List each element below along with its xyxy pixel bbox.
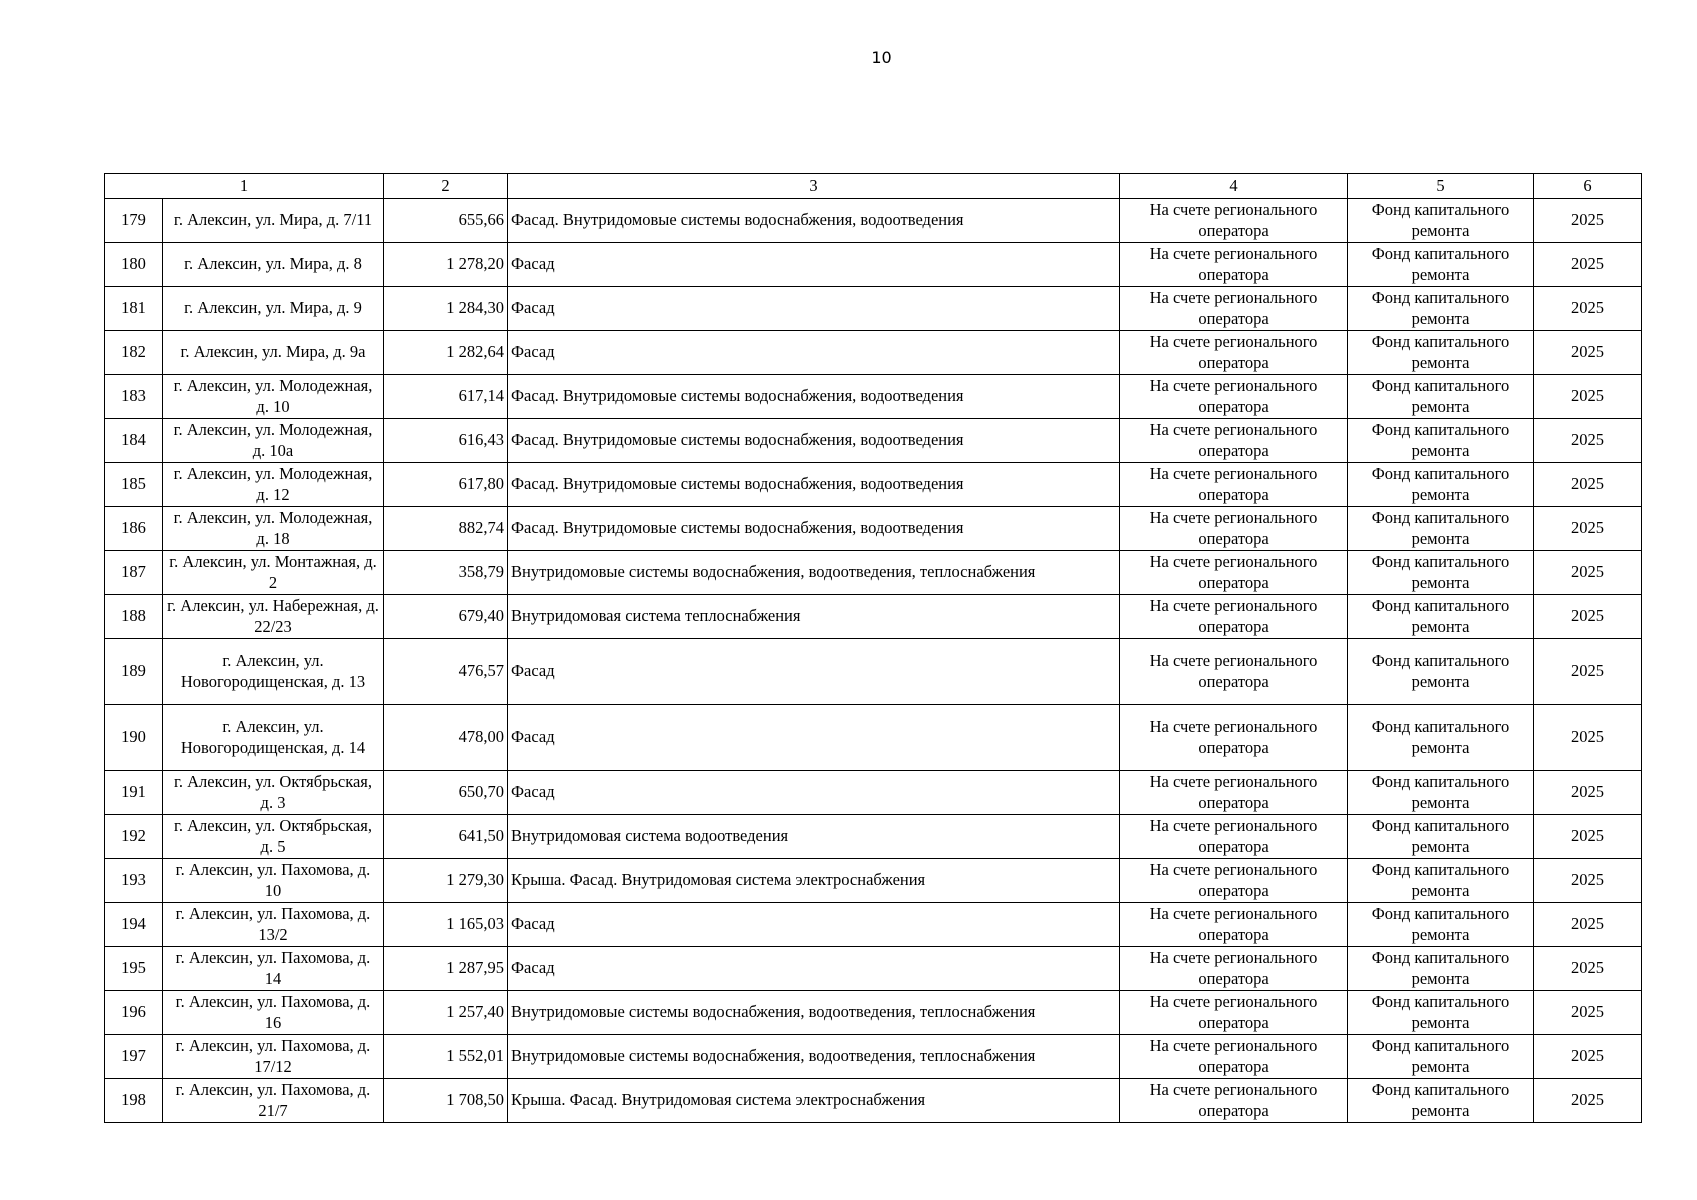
table-row	[105, 947, 1642, 991]
year-cell: 2025	[1534, 1035, 1642, 1079]
year-cell: 2025	[1534, 375, 1642, 419]
table-row	[105, 287, 1642, 331]
year-cell: 2025	[1534, 199, 1642, 243]
row-number-cell: 194	[105, 903, 163, 947]
row-number-cell: 181	[105, 287, 163, 331]
year-cell: 2025	[1534, 815, 1642, 859]
funding-source-cell: Фонд капитального ремонта	[1348, 243, 1534, 287]
year-cell: 2025	[1534, 243, 1642, 287]
address-cell: г. Алексин, ул. Мира, д. 8	[163, 243, 384, 287]
row-number-cell: 187	[105, 551, 163, 595]
funding-source-cell: Фонд капитального ремонта	[1348, 1079, 1534, 1123]
funding-source-cell: Фонд капитального ремонта	[1348, 903, 1534, 947]
year-cell: 2025	[1534, 859, 1642, 903]
funding-source-cell: Фонд капитального ремонта	[1348, 705, 1534, 771]
area-cell: 1 552,01	[384, 1035, 508, 1079]
account-cell: На счете регионального оператора	[1120, 463, 1348, 507]
year-cell: 2025	[1534, 991, 1642, 1035]
area-cell: 650,70	[384, 771, 508, 815]
row-number-cell: 193	[105, 859, 163, 903]
works-cell: Фасад	[508, 947, 1120, 991]
table-row	[105, 705, 1642, 771]
row-number-cell: 180	[105, 243, 163, 287]
account-cell: На счете регионального оператора	[1120, 375, 1348, 419]
account-cell: На счете регионального оператора	[1120, 903, 1348, 947]
works-cell: Фасад. Внутридомовые системы водоснабжения, водоотведения	[508, 419, 1120, 463]
account-cell: На счете регионального оператора	[1120, 199, 1348, 243]
column-number-header: 2	[384, 174, 508, 199]
funding-source-cell: Фонд капитального ремонта	[1348, 771, 1534, 815]
column-number-header: 5	[1348, 174, 1534, 199]
address-cell: г. Алексин, ул. Октябрьская, д. 3	[163, 771, 384, 815]
capital-repair-table	[104, 173, 1642, 1123]
address-cell: г. Алексин, ул. Пахомова, д. 14	[163, 947, 384, 991]
works-cell: Крыша. Фасад. Внутридомовая система электроснабжения	[508, 1079, 1120, 1123]
address-cell: г. Алексин, ул. Мира, д. 9а	[163, 331, 384, 375]
funding-source-cell: Фонд капитального ремонта	[1348, 1035, 1534, 1079]
row-number-cell: 195	[105, 947, 163, 991]
column-number-header: 4	[1120, 174, 1348, 199]
row-number-cell: 182	[105, 331, 163, 375]
column-number-header: 3	[508, 174, 1120, 199]
year-cell: 2025	[1534, 771, 1642, 815]
area-cell: 1 708,50	[384, 1079, 508, 1123]
table-row	[105, 331, 1642, 375]
funding-source-cell: Фонд капитального ремонта	[1348, 991, 1534, 1035]
year-cell: 2025	[1534, 287, 1642, 331]
row-number-cell: 183	[105, 375, 163, 419]
table-row	[105, 1079, 1642, 1123]
year-cell: 2025	[1534, 463, 1642, 507]
works-cell: Внутридомовые системы водоснабжения, водоотведения, теплоснабжения	[508, 551, 1120, 595]
row-number-cell: 197	[105, 1035, 163, 1079]
address-cell: г. Алексин, ул. Мира, д. 9	[163, 287, 384, 331]
page-number: 10	[871, 48, 892, 67]
works-cell: Фасад	[508, 771, 1120, 815]
account-cell: На счете регионального оператора	[1120, 815, 1348, 859]
funding-source-cell: Фонд капитального ремонта	[1348, 287, 1534, 331]
table-row	[105, 859, 1642, 903]
area-cell: 882,74	[384, 507, 508, 551]
address-cell: г. Алексин, ул. Новогородищенская, д. 13	[163, 639, 384, 705]
address-cell: г. Алексин, ул. Молодежная, д. 10а	[163, 419, 384, 463]
table-body	[105, 174, 1642, 1123]
row-number-cell: 189	[105, 639, 163, 705]
year-cell: 2025	[1534, 903, 1642, 947]
account-cell: На счете регионального оператора	[1120, 331, 1348, 375]
account-cell: На счете регионального оператора	[1120, 947, 1348, 991]
row-number-cell: 190	[105, 705, 163, 771]
area-cell: 1 279,30	[384, 859, 508, 903]
column-number-header: 6	[1534, 174, 1642, 199]
account-cell: На счете регионального оператора	[1120, 243, 1348, 287]
address-cell: г. Алексин, ул. Октябрьская, д. 5	[163, 815, 384, 859]
account-cell: На счете регионального оператора	[1120, 771, 1348, 815]
funding-source-cell: Фонд капитального ремонта	[1348, 507, 1534, 551]
address-cell: г. Алексин, ул. Мира, д. 7/11	[163, 199, 384, 243]
funding-source-cell: Фонд капитального ремонта	[1348, 199, 1534, 243]
funding-source-cell: Фонд капитального ремонта	[1348, 463, 1534, 507]
area-cell: 476,57	[384, 639, 508, 705]
row-number-cell: 191	[105, 771, 163, 815]
area-cell: 1 287,95	[384, 947, 508, 991]
funding-source-cell: Фонд капитального ремонта	[1348, 815, 1534, 859]
table-row	[105, 375, 1642, 419]
address-cell: г. Алексин, ул. Молодежная, д. 18	[163, 507, 384, 551]
works-cell: Фасад. Внутридомовые системы водоснабжения, водоотведения	[508, 199, 1120, 243]
address-cell: г. Алексин, ул. Пахомова, д. 17/12	[163, 1035, 384, 1079]
address-cell: г. Алексин, ул. Набережная, д. 22/23	[163, 595, 384, 639]
table-row	[105, 595, 1642, 639]
works-cell: Фасад. Внутридомовые системы водоснабжения, водоотведения	[508, 507, 1120, 551]
row-number-cell: 198	[105, 1079, 163, 1123]
account-cell: На счете регионального оператора	[1120, 1079, 1348, 1123]
address-cell: г. Алексин, ул. Молодежная, д. 10	[163, 375, 384, 419]
works-cell: Внутридомовые системы водоснабжения, водоотведения, теплоснабжения	[508, 1035, 1120, 1079]
account-cell: На счете регионального оператора	[1120, 595, 1348, 639]
address-cell: г. Алексин, ул. Молодежная, д. 12	[163, 463, 384, 507]
year-cell: 2025	[1534, 1079, 1642, 1123]
account-cell: На счете регионального оператора	[1120, 639, 1348, 705]
account-cell: На счете регионального оператора	[1120, 551, 1348, 595]
row-number-cell: 185	[105, 463, 163, 507]
table-row	[105, 463, 1642, 507]
table-row	[105, 639, 1642, 705]
works-cell: Фасад	[508, 287, 1120, 331]
area-cell: 679,40	[384, 595, 508, 639]
year-cell: 2025	[1534, 419, 1642, 463]
works-cell: Фасад. Внутридомовые системы водоснабжения, водоотведения	[508, 375, 1120, 419]
year-cell: 2025	[1534, 639, 1642, 705]
row-number-cell: 186	[105, 507, 163, 551]
column-number-header: 1	[105, 174, 384, 199]
funding-source-cell: Фонд капитального ремонта	[1348, 859, 1534, 903]
account-cell: На счете регионального оператора	[1120, 859, 1348, 903]
funding-source-cell: Фонд капитального ремонта	[1348, 331, 1534, 375]
area-cell: 655,66	[384, 199, 508, 243]
area-cell: 358,79	[384, 551, 508, 595]
works-cell: Фасад	[508, 903, 1120, 947]
table-row	[105, 815, 1642, 859]
area-cell: 1 282,64	[384, 331, 508, 375]
area-cell: 1 257,40	[384, 991, 508, 1035]
address-cell: г. Алексин, ул. Пахомова, д. 21/7	[163, 1079, 384, 1123]
funding-source-cell: Фонд капитального ремонта	[1348, 639, 1534, 705]
year-cell: 2025	[1534, 595, 1642, 639]
table-row	[105, 419, 1642, 463]
area-cell: 1 278,20	[384, 243, 508, 287]
works-cell: Внутридомовые системы водоснабжения, водоотведения, теплоснабжения	[508, 991, 1120, 1035]
row-number-cell: 196	[105, 991, 163, 1035]
table-row	[105, 243, 1642, 287]
works-cell: Фасад	[508, 639, 1120, 705]
account-cell: На счете регионального оператора	[1120, 419, 1348, 463]
table-row	[105, 551, 1642, 595]
works-cell: Фасад	[508, 705, 1120, 771]
address-cell: г. Алексин, ул. Монтажная, д. 2	[163, 551, 384, 595]
year-cell: 2025	[1534, 705, 1642, 771]
table-row	[105, 771, 1642, 815]
funding-source-cell: Фонд капитального ремонта	[1348, 947, 1534, 991]
row-number-cell: 188	[105, 595, 163, 639]
row-number-cell: 179	[105, 199, 163, 243]
works-cell: Крыша. Фасад. Внутридомовая система электроснабжения	[508, 859, 1120, 903]
table-row	[105, 1035, 1642, 1079]
account-cell: На счете регионального оператора	[1120, 705, 1348, 771]
year-cell: 2025	[1534, 331, 1642, 375]
account-cell: На счете регионального оператора	[1120, 1035, 1348, 1079]
area-cell: 478,00	[384, 705, 508, 771]
works-cell: Фасад. Внутридомовые системы водоснабжения, водоотведения	[508, 463, 1120, 507]
table-row	[105, 199, 1642, 243]
funding-source-cell: Фонд капитального ремонта	[1348, 595, 1534, 639]
account-cell: На счете регионального оператора	[1120, 991, 1348, 1035]
account-cell: На счете регионального оператора	[1120, 287, 1348, 331]
area-cell: 1 284,30	[384, 287, 508, 331]
works-cell: Внутридомовая система теплоснабжения	[508, 595, 1120, 639]
area-cell: 617,80	[384, 463, 508, 507]
address-cell: г. Алексин, ул. Пахомова, д. 16	[163, 991, 384, 1035]
column-numbers-row	[105, 174, 1642, 199]
funding-source-cell: Фонд капитального ремонта	[1348, 419, 1534, 463]
address-cell: г. Алексин, ул. Пахомова, д. 10	[163, 859, 384, 903]
account-cell: На счете регионального оператора	[1120, 507, 1348, 551]
area-cell: 617,14	[384, 375, 508, 419]
area-cell: 641,50	[384, 815, 508, 859]
table-row	[105, 507, 1642, 551]
works-cell: Фасад	[508, 243, 1120, 287]
table-row	[105, 991, 1642, 1035]
funding-source-cell: Фонд капитального ремонта	[1348, 375, 1534, 419]
year-cell: 2025	[1534, 551, 1642, 595]
year-cell: 2025	[1534, 947, 1642, 991]
funding-source-cell: Фонд капитального ремонта	[1348, 551, 1534, 595]
address-cell: г. Алексин, ул. Пахомова, д. 13/2	[163, 903, 384, 947]
year-cell: 2025	[1534, 507, 1642, 551]
address-cell: г. Алексин, ул. Новогородищенская, д. 14	[163, 705, 384, 771]
works-cell: Фасад	[508, 331, 1120, 375]
row-number-cell: 192	[105, 815, 163, 859]
area-cell: 1 165,03	[384, 903, 508, 947]
works-cell: Внутридомовая система водоотведения	[508, 815, 1120, 859]
area-cell: 616,43	[384, 419, 508, 463]
table-row	[105, 903, 1642, 947]
row-number-cell: 184	[105, 419, 163, 463]
